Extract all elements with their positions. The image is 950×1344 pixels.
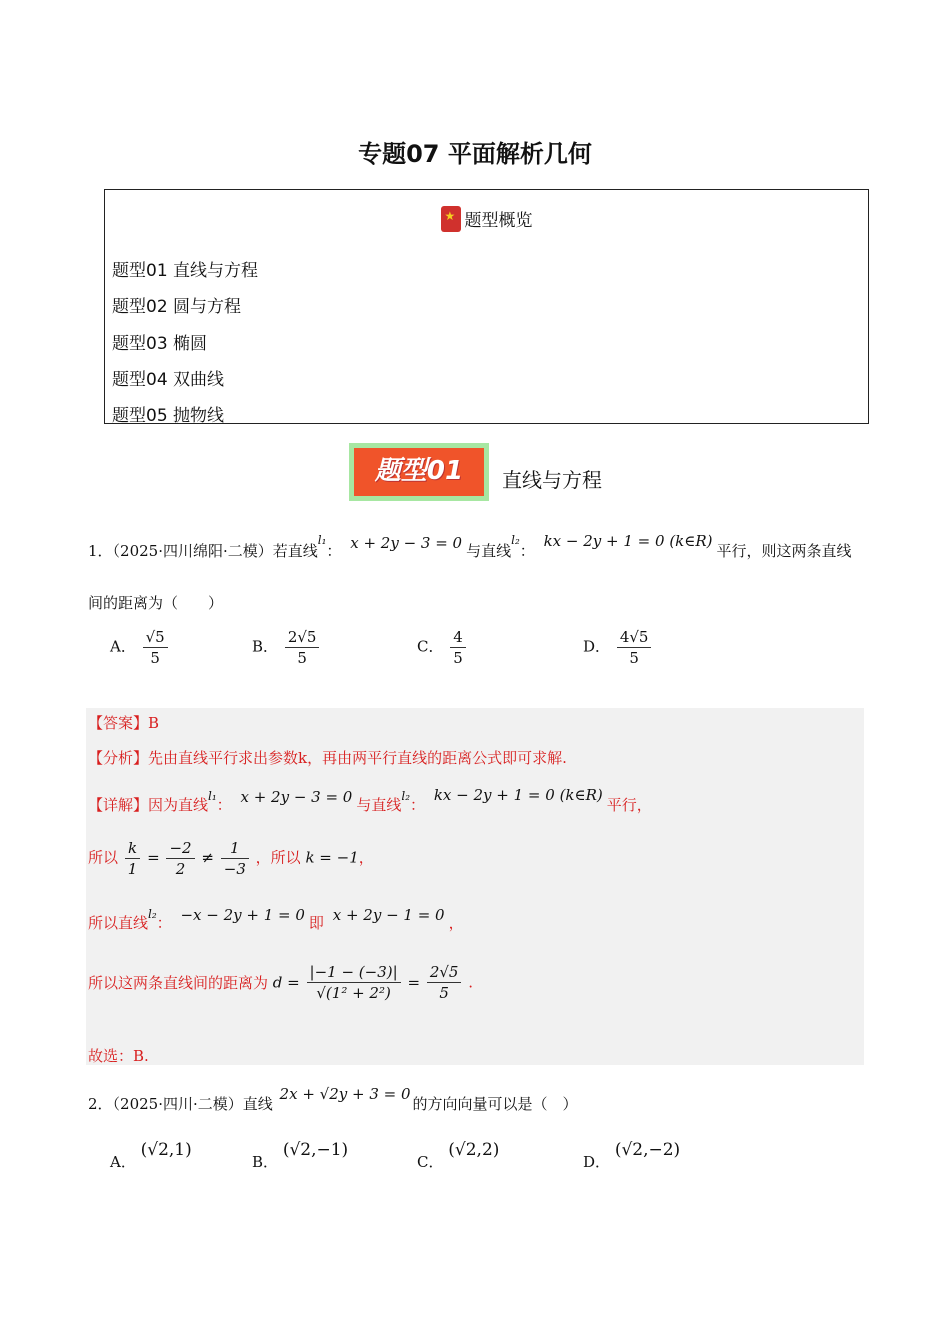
fraction-denominator: −3 xyxy=(223,860,246,878)
question-1-line2: 间的距离为（ ） xyxy=(88,594,224,612)
line-l2: l₂ xyxy=(148,907,157,921)
equation-l1: x + 2y − 3 = 0 xyxy=(350,534,463,552)
analysis-line: 【分析】先由直线平行求出参数k，再由两平行直线的距离公式即可求解. xyxy=(88,749,567,767)
option-label: B． xyxy=(252,1153,279,1171)
equation-l2: kx − 2y + 1 = 0 (k∈R) xyxy=(433,786,603,804)
option-c[interactable] xyxy=(417,1140,499,1172)
equals-sign: = xyxy=(407,973,421,992)
text: 平行， xyxy=(606,796,652,814)
fraction-denominator: 5 xyxy=(297,649,307,667)
fraction-numerator: 4√5 xyxy=(617,627,652,648)
text: ， xyxy=(448,914,464,932)
option-label: A． xyxy=(110,1153,136,1171)
section-title: 直线与方程 xyxy=(502,468,602,492)
fraction-numerator: 4 xyxy=(450,627,466,648)
option-d[interactable] xyxy=(583,1140,680,1172)
line-l1: l₁ xyxy=(208,789,217,803)
option-a[interactable] xyxy=(110,627,170,668)
overview-item: 题型04 双曲线 xyxy=(112,370,225,390)
page-title: 专题07 平面解析几何 xyxy=(358,140,592,168)
conclusion-line: 故选：B. xyxy=(88,1047,149,1065)
text: 与直线 xyxy=(466,542,512,560)
line-l2-equation xyxy=(88,906,464,935)
fraction-numerator: 2√5 xyxy=(427,962,462,983)
question-number: 2． xyxy=(88,1095,113,1113)
fraction-numerator: 2√5 xyxy=(285,627,320,648)
option-d[interactable] xyxy=(583,627,653,668)
option-b[interactable] xyxy=(252,627,321,668)
text: 所以这两条直线间的距离为 xyxy=(88,974,269,992)
option-b[interactable] xyxy=(252,1140,348,1172)
not-equal-sign: ≠ xyxy=(201,848,214,867)
question-2-line1 xyxy=(88,1085,578,1114)
line-l1: l₁ xyxy=(317,533,327,547)
overview-box xyxy=(104,189,869,424)
equation: −x − 2y + 1 = 0 xyxy=(180,906,305,924)
option-label: D． xyxy=(583,637,611,656)
fraction-denominator: 5 xyxy=(629,649,639,667)
option-value: (√2,−1) xyxy=(282,1140,349,1160)
fraction-denominator: √(1² + 2²) xyxy=(316,984,391,1002)
overview-item: 题型05 抛物线 xyxy=(112,406,225,426)
distance-line xyxy=(88,962,473,1003)
detail-line: 【详解】因为直线$_{l_1}$： x + 2y − 3 = 0 与直线$_{l_2}$： kx − 2y + 1 = 0 (k∈R)平行， xyxy=(88,786,652,814)
overview-heading-text: 题型概览 xyxy=(464,211,533,231)
equation: x + 2y − 1 = 0 xyxy=(332,906,445,924)
option-label: B． xyxy=(252,637,279,656)
question-source: （2025·四川·二模）直线 xyxy=(112,1095,273,1113)
section-badge: 题型01 xyxy=(349,443,489,501)
option-c[interactable] xyxy=(417,627,468,668)
question-number: 1． xyxy=(88,542,113,560)
equation-l1: x + 2y − 3 = 0 xyxy=(240,788,353,806)
book-icon xyxy=(441,206,461,232)
overview-item: 题型02 圆与方程 xyxy=(112,297,242,317)
fraction-denominator: 2 xyxy=(175,860,186,878)
option-value: (√2,2) xyxy=(448,1140,500,1160)
line-l2: l₂ xyxy=(511,533,520,547)
fraction-numerator: k xyxy=(125,838,141,859)
option-a[interactable] xyxy=(110,1140,192,1172)
option-value: (√2,−2) xyxy=(614,1140,681,1160)
text: ， xyxy=(358,848,374,867)
fraction-numerator: 1 xyxy=(221,838,249,859)
k-value: k = −1 xyxy=(305,848,359,867)
solve-k-line xyxy=(88,838,374,879)
fraction-numerator: −2 xyxy=(166,838,194,859)
text: 与直线 xyxy=(356,796,402,814)
equals-sign: = xyxy=(147,848,160,867)
fraction-denominator: 5 xyxy=(150,649,160,667)
text: 的方向向量可以是（ ） xyxy=(412,1095,578,1113)
distance-symbol: d = xyxy=(272,973,300,992)
option-value: (√2,1) xyxy=(140,1140,192,1160)
equation-l2: kx − 2y + 1 = 0 (k∈R) xyxy=(543,532,713,550)
text: 平行，则这两条直线 xyxy=(716,542,852,560)
answer-line: 【答案】B xyxy=(88,714,160,732)
text: 【详解】因为直线 xyxy=(88,796,209,814)
overview-heading xyxy=(105,206,868,232)
option-label: C． xyxy=(417,1153,444,1171)
overview-item: 题型03 椭圆 xyxy=(112,334,208,354)
colon: ： xyxy=(519,542,535,560)
colon: ： xyxy=(156,914,172,932)
option-label: A． xyxy=(110,637,136,656)
line-l2: l₂ xyxy=(401,789,411,803)
question-source: （2025·四川绵阳·二模）若直线 xyxy=(112,542,318,560)
question-1-line1 xyxy=(88,532,852,563)
text: ，所以 xyxy=(255,848,301,867)
text: . xyxy=(468,973,474,992)
text: 所以 xyxy=(88,848,119,867)
text: 即 xyxy=(308,914,324,932)
colon: ： xyxy=(326,542,342,560)
option-label: C． xyxy=(417,637,444,656)
option-label: D． xyxy=(583,1153,611,1171)
overview-item: 题型01 直线与方程 xyxy=(112,261,259,281)
fraction-numerator: |−1 − (−3)| xyxy=(307,962,401,983)
fraction-denominator: 1 xyxy=(127,860,138,878)
equation: 2x + √2y + 3 = 0 xyxy=(279,1085,411,1103)
text: 所以直线 xyxy=(88,914,149,932)
fraction-numerator: √5 xyxy=(143,627,168,648)
fraction-denominator: 5 xyxy=(439,984,449,1002)
fraction-denominator: 5 xyxy=(453,649,463,667)
